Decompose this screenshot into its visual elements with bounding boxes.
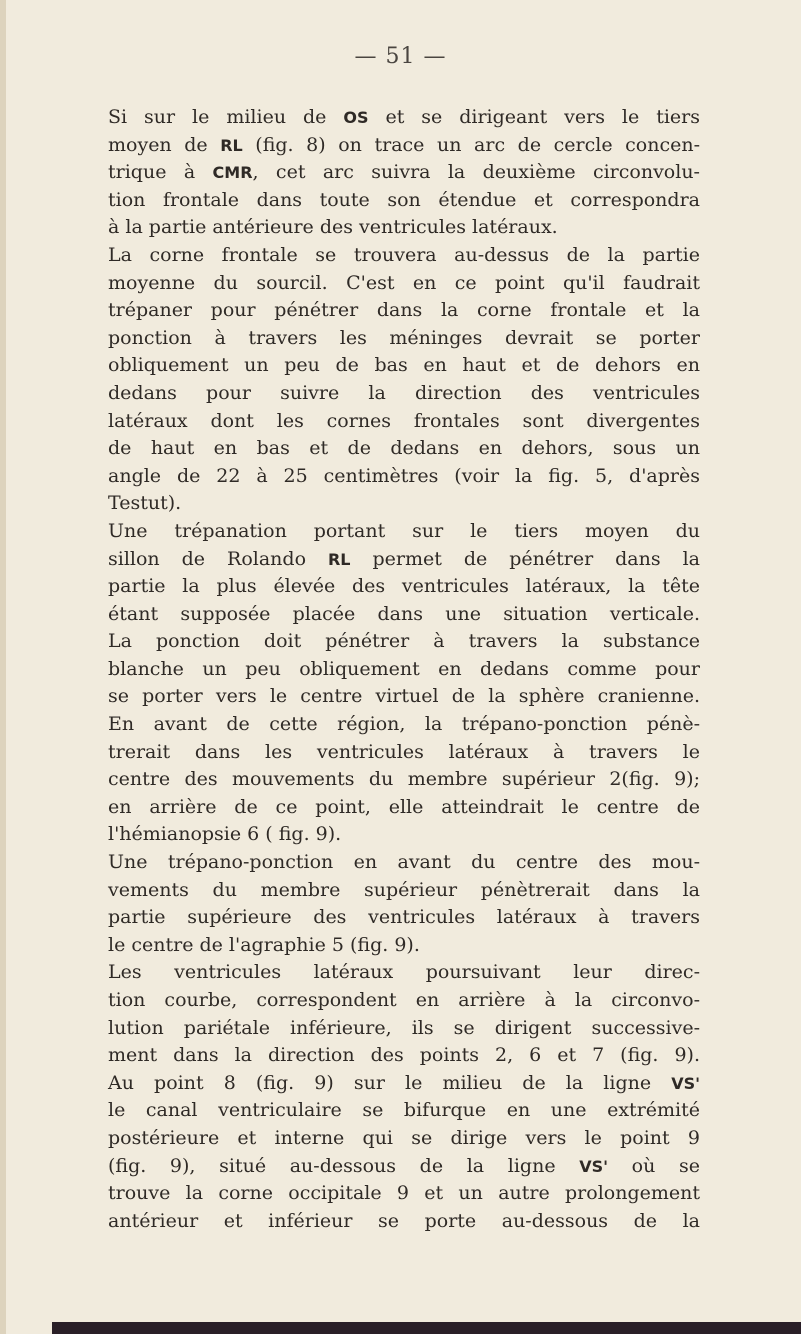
- text-line: centre des mouvements du membre supérieur 2(fig. 9);: [108, 768, 700, 791]
- text-line: Au point 8 (fig. 9) sur le milieu de la ligne VS': [108, 1071, 700, 1094]
- text-line: ponction à travers les méninges devrait se porter: [108, 326, 700, 349]
- text-line: le centre de l'agraphie 5 (fig. 9).: [108, 933, 420, 956]
- text-line: à la partie antérieure des ventricules latéraux.: [108, 216, 558, 239]
- text-line: lution pariétale inférieure, ils se dirigent successive-: [108, 1016, 700, 1039]
- text-line: Si sur le milieu de OS et se dirigeant vers le tiers: [108, 106, 700, 128]
- siglum: RL: [327, 549, 351, 569]
- text-line: moyenne du sourcil. C'est en ce point qu'il faudrait: [108, 271, 700, 294]
- text-line: vements du membre supérieur pénètrerait dans la: [108, 878, 700, 901]
- text-line: trépaner pour pénétrer dans la corne frontale et la: [108, 299, 700, 322]
- text-line: partie supérieure des ventricules latéraux à travers: [108, 906, 700, 929]
- text-line: Une trépano-ponction en avant du centre des mou-: [108, 851, 700, 874]
- text-line: antérieur et inférieur se porte au-dessous de la: [108, 1209, 700, 1232]
- body-text: [108, 104, 700, 1235]
- text-line: En avant de cette région, la trépano-ponction pénè-: [108, 713, 700, 736]
- text-line: trouve la corne occipitale 9 et un autre prolongement: [108, 1182, 700, 1205]
- text-line: moyen de RL (fig. 8) on trace un arc de cercle concen-: [108, 133, 700, 156]
- page-number: — 51 —: [354, 44, 447, 69]
- text-line: Testut).: [108, 492, 182, 515]
- text-line: trique à CMR, cet arc suivra la deuxième circonvolu-: [108, 161, 700, 184]
- text-line: en arrière de ce point, elle atteindrait le centre de: [108, 795, 700, 818]
- siglum: OS: [343, 108, 369, 127]
- text-line: trerait dans les ventricules latéraux à travers le: [108, 740, 700, 763]
- page-edge: [0, 0, 6, 1334]
- siglum: RL: [220, 135, 243, 155]
- text-line: se porter vers le centre virtuel de la sphère cranienne.: [108, 685, 700, 708]
- text-line: sillon de Rolando RL permet de pénétrer dans la: [108, 547, 700, 570]
- siglum: VS': [671, 1073, 700, 1093]
- siglum: VS': [579, 1156, 609, 1176]
- text-line: étant supposée placée dans une situation verticale.: [108, 602, 700, 625]
- text-line: le canal ventriculaire se bifurque en une extrémité: [108, 1099, 700, 1122]
- text-line: tion courbe, correspondent en arrière à la circonvo-: [108, 989, 700, 1011]
- text-line: La corne frontale se trouvera au-dessus de la partie: [108, 243, 700, 266]
- text-line: blanche un peu obliquement en dedans comme pour: [108, 657, 700, 680]
- bottom-edge-bar: [52, 1322, 801, 1334]
- text-line: angle de 22 à 25 centimètres (voir la fig. 5, d'après: [108, 464, 700, 487]
- text-line: Les ventricules latéraux poursuivant leur direc-: [108, 961, 700, 984]
- text-line: obliquement un peu de bas en haut et de dehors en: [108, 354, 700, 377]
- text-line: de haut en bas et de dedans en dehors, sous un: [108, 437, 700, 460]
- text-line: partie la plus élevée des ventricules latéraux, la tête: [108, 575, 700, 598]
- text-line: Une trépanation portant sur le tiers moyen du: [108, 519, 700, 542]
- text-line: l'hémianopsie 6 ( fig. 9).: [108, 823, 342, 846]
- text-line: (fig. 9), situé au-dessous de la ligne VS' où se: [108, 1154, 700, 1177]
- text-line: La ponction doit pénétrer à travers la substance: [108, 630, 700, 653]
- text-line: postérieure et interne qui se dirige vers le point 9: [108, 1126, 700, 1149]
- text-line: dedans pour suivre la direction des ventricules: [108, 381, 700, 404]
- text-line: tion frontale dans toute son étendue et correspondra: [108, 188, 700, 211]
- text-line: latéraux dont les cornes frontales sont divergentes: [108, 409, 700, 432]
- text-line: ment dans la direction des points 2, 6 et 7 (fig. 9).: [108, 1044, 700, 1067]
- siglum: CMR: [212, 163, 253, 183]
